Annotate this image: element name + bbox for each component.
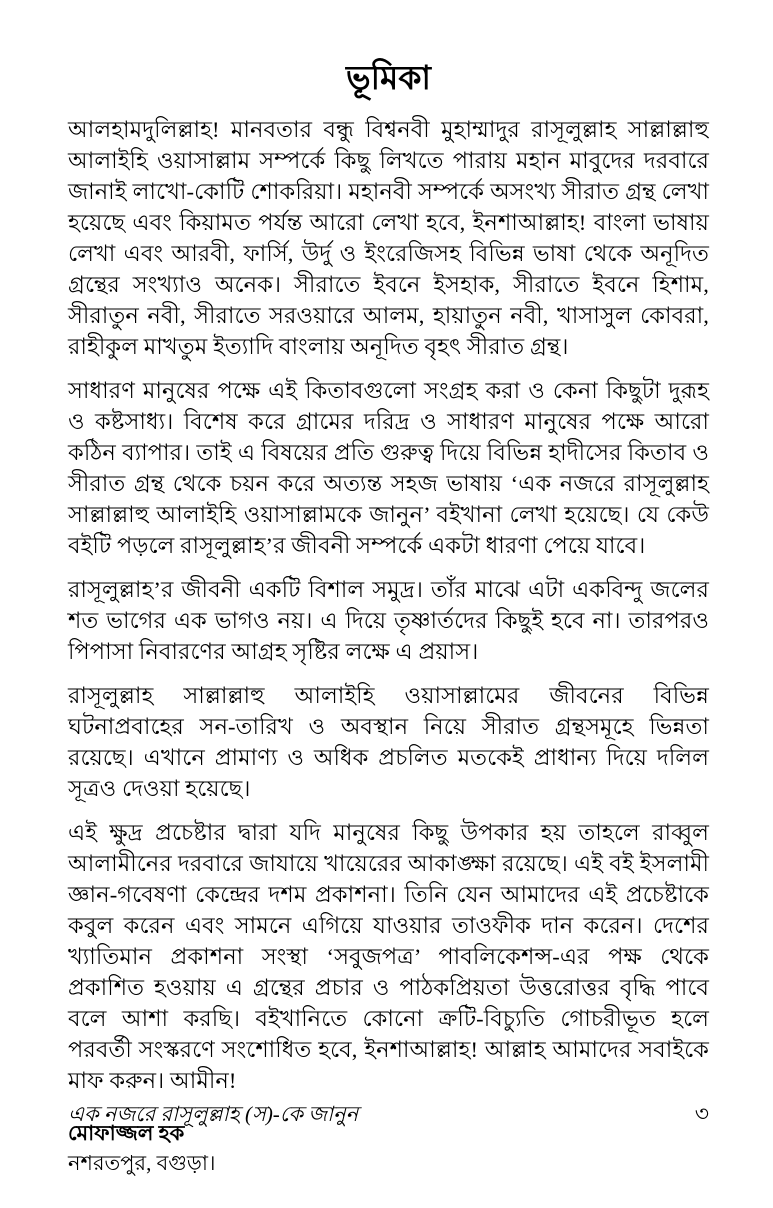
footer-page-number: ৩ xyxy=(694,1101,709,1126)
paragraph-2: সাধারণ মানুষের পক্ষে এই কিতাবগুলো সংগ্রহ করা ও কেনা কিছুটা দুরূহ ও কষ্টসাধ্য। বিশেষ করে গ্রামের দরিদ্র ও সাধারণ মানুষের পক্ষে আরো কঠিন ব্যাপার। তাই এ বিষয়ের প্রতি গুরুত্ব দিয়ে বিভিন্ন হাদীসের কিতাব ও সীরাত গ্রন্থ থেকে চয়ন করে অত্যন্ত সহজ ভাষায় ‘এক নজরে রাসূলুল্লাহ সাল্লাল্লাহু আলাইহি ওয়াসাল্লামকে জানুন’ বইখানা লেখা হয়েছে। যে কেউ বইটি পড়লে রাসূলুল্লাহ’র জীবনী সম্পর্কে একটা ধারণা পেয়ে যাবে। xyxy=(68,377,709,558)
paragraph-1: আলহামদুলিল্লাহ! মানবতার বন্ধু বিশ্বনবী মুহাম্মাদুর রাসূলুল্লাহ সাল্লাল্লাহু আলাইহি ওয়াসাল্লাম সম্পর্কে কিছু লিখতে পারায় মহান মাবুদের দরবারে জানাই লাখো-কোটি শোকরিয়া। মহানবী সম্পর্কে অসংখ্য সীরাত গ্রন্থ লেখা হয়েছে এবং কিয়ামত পর্যন্ত আরো লেখা হবে, ইনশাআল্লাহ! বাংলা ভাষায় লেখা এবং আরবী, ফার্সি, উর্দু ও ইংরেজিসহ বিভিন্ন ভাষা থেকে অনূদিত গ্রন্থের সংখ্যাও অনেক। সীরাতে ইবনে ইসহাক, সীরাতে ইবনে হিশাম, সীরাতুন নবী, সীরাতে সরওয়ারে আলম, হায়াতুন নবী, খাসাসুল কোবরা, রাহীকুল মাখতুম ইত্যাদি বাংলায় অনূদিত বৃহৎ সীরাত গ্রন্থ। xyxy=(68,116,709,359)
page-content xyxy=(68,60,709,1178)
author-place: নশরতপুর, বগুড়া। xyxy=(68,1150,216,1175)
paragraph-4: রাসূলুল্লাহ সাল্লাল্লাহু আলাইহি ওয়াসাল্লামের জীবনের বিভিন্ন ঘটনাপ্রবাহের সন-তারিখ ও অবস্থান নিয়ে সীরাত গ্রন্থসমূহে ভিন্নতা রয়েছে। এখানে প্রামাণ্য ও অধিক প্রচলিত মতকেই প্রাধান্য দিয়ে দলিল সূত্রও দেওয়া হয়েছে। xyxy=(68,682,709,801)
footer-book-title: এক নজরে রাসূলুল্লাহ (স)-কে জানুন xyxy=(68,1102,359,1126)
paragraph-5: এই ক্ষুদ্র প্রচেষ্টার দ্বারা যদি মানুষের কিছু উপকার হয় তাহলে রাব্বুল আলামীনের দরবারে জাযায়ে খায়েরের আকাঙ্ক্ষা রয়েছে। এই বই ইসলামী জ্ঞান-গবেষণা কেন্দ্রের দশম প্রকাশনা। তিনি যেন আমাদের এই প্রচেষ্টাকে কবুল করেন এবং সামনে এগিয়ে যাওয়ার তাওফীক দান করেন। দেশের খ্যাতিমান প্রকাশনা সংস্থা ‘সবুজপত্র’ পাবলিকেশন্স-এর পক্ষ থেকে প্রকাশিত হওয়ায় এ গ্রন্থের প্রচার ও পাঠকপ্রিয়তা উত্তরোত্তর বৃদ্ধি পাবে বলে আশা করছি। বইখানিতে কোনো ক্রটি-বিচ্যুতি গোচরীভূত হলে পরবর্তী সংস্করণে সংশোধিত হবে, ইনশাআল্লাহ! আল্লাহ আমাদের সবাইকে মাফ করুন। আমীন! xyxy=(68,819,709,1093)
page-title: ভূমিকা xyxy=(345,61,431,97)
page-footer xyxy=(68,1100,709,1128)
paragraph-3: রাসূলুল্লাহ’র জীবনী একটি বিশাল সমুদ্র। তাঁর মাঝে এটা একবিন্দু জলের শত ভাগের এক ভাগও নয়। এ দিয়ে তৃষ্ণার্তদের কিছুই হবে না। তারপরও পিপাসা নিবারণের আগ্রহ সৃষ্টির লক্ষে এ প্রয়াস। xyxy=(68,576,709,664)
author-name: মোফাজ্জল হক xyxy=(68,1120,185,1145)
